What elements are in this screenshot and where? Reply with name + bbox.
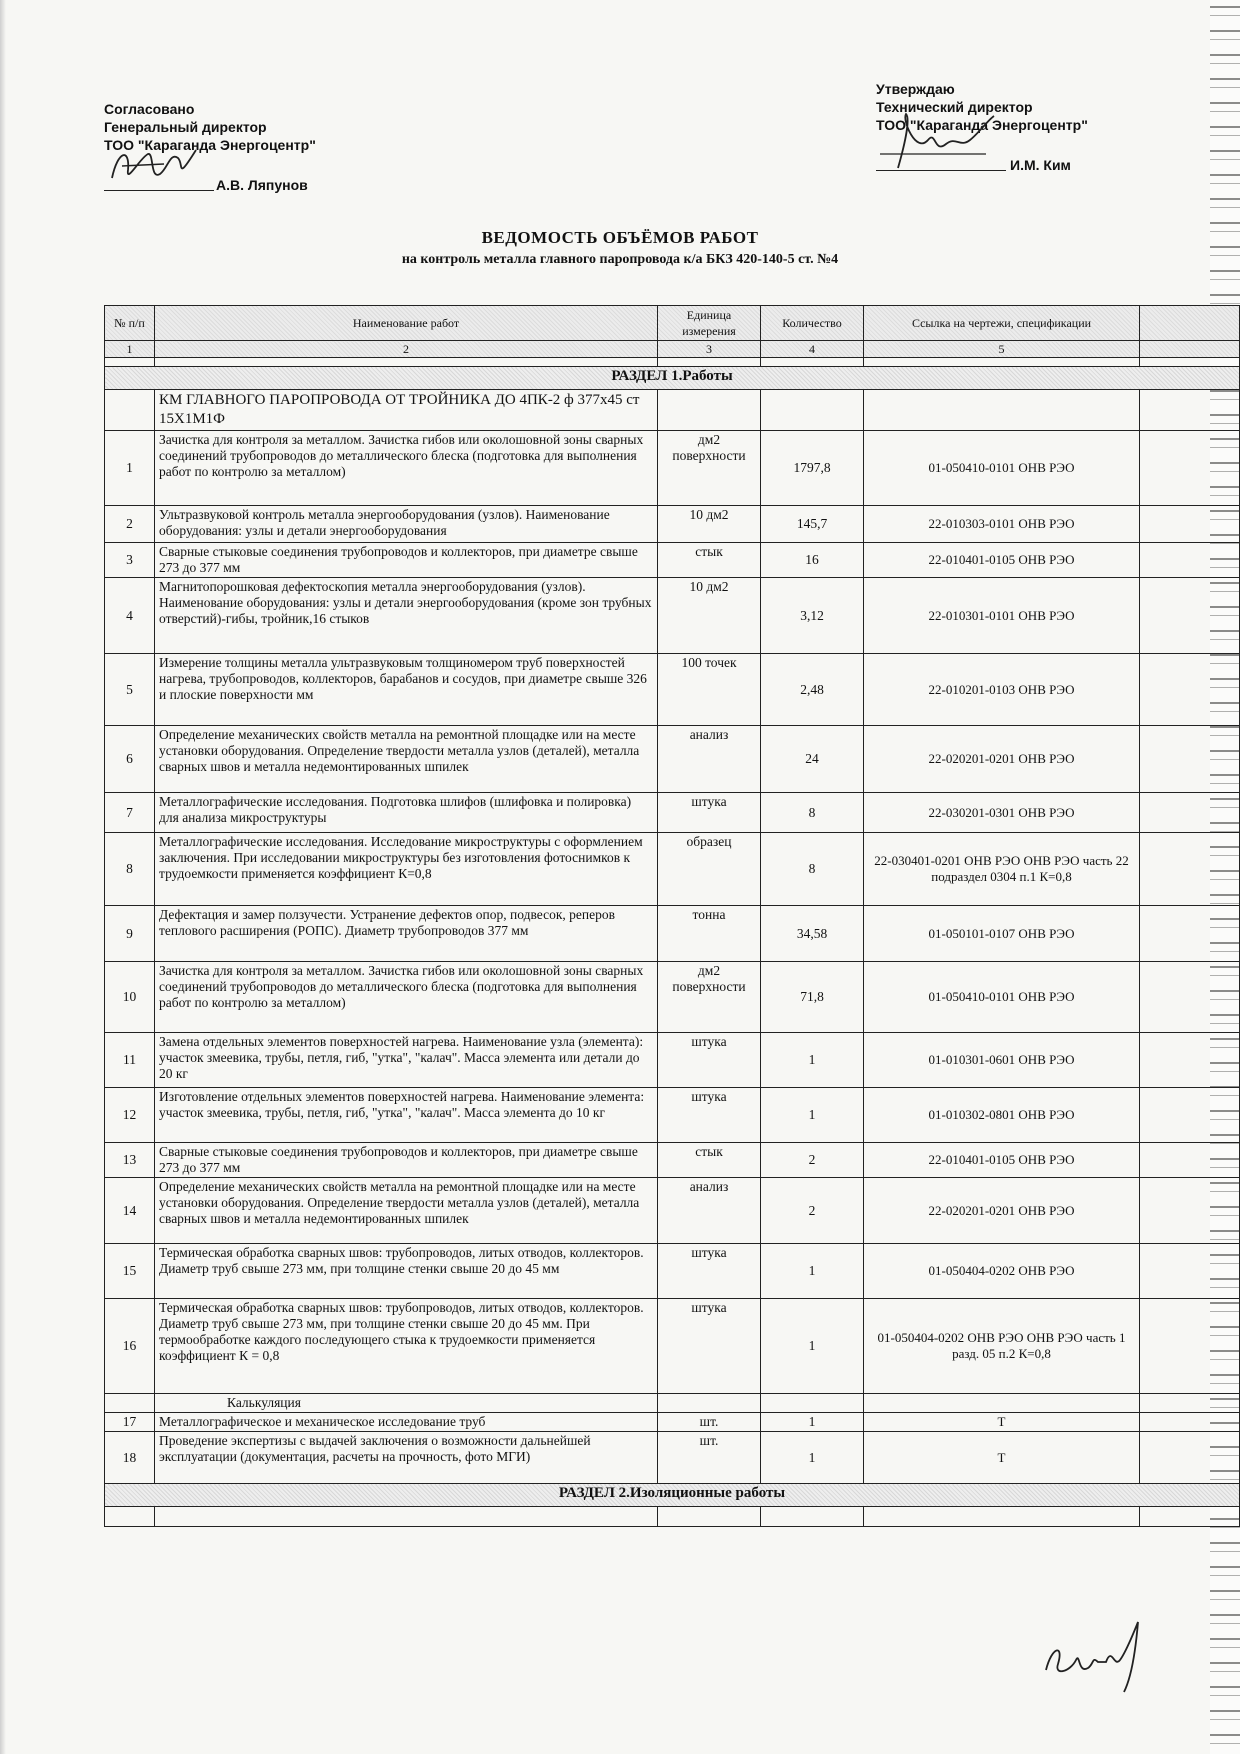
row-number: 17 bbox=[105, 1413, 155, 1432]
blank-cell bbox=[761, 1507, 864, 1527]
row-reference: 22-010401-0105 ОНВ РЭО bbox=[864, 1143, 1140, 1178]
table-row bbox=[105, 906, 1240, 962]
column-number: 5 bbox=[864, 341, 1140, 358]
row-quantity: 16 bbox=[761, 543, 864, 578]
header-extra bbox=[1140, 306, 1240, 341]
row-work-name: Сварные стыковые соединения трубопроводов и коллекторов, при диаметре свыше 273 до 377 мм bbox=[155, 1143, 658, 1178]
approver-position: Генеральный директор bbox=[104, 119, 267, 135]
row-reference: 22-010301-0101 ОНВ РЭО bbox=[864, 578, 1140, 654]
row-quantity: 71,8 bbox=[761, 962, 864, 1033]
row-number: 2 bbox=[105, 506, 155, 543]
table-row bbox=[105, 1413, 1240, 1432]
row-work-name: Ультразвуковой контроль металла энергооборудования (узлов). Наименование оборудования: узлы и детали энергооборудования bbox=[155, 506, 658, 543]
approver-company: ТОО "Караганда Энергоцентр" bbox=[104, 137, 316, 153]
row-unit: 10 дм2 bbox=[658, 578, 761, 654]
row-number: 12 bbox=[105, 1088, 155, 1143]
row-extra bbox=[1140, 1088, 1240, 1143]
row-number: 11 bbox=[105, 1033, 155, 1088]
approver-name: И.М. Ким bbox=[1010, 157, 1071, 173]
section-heading-row bbox=[105, 367, 1240, 390]
row-extra bbox=[1140, 1413, 1240, 1432]
calc-label-row bbox=[105, 1394, 1240, 1413]
row-quantity: 2 bbox=[761, 1143, 864, 1178]
bottom-signature-icon bbox=[1040, 1616, 1150, 1696]
row-work-name: Проведение экспертизы с выдачей заключения о возможности дальнейшей эксплуатации (документация, расчеты на прочность, фото МГИ) bbox=[155, 1432, 658, 1484]
row-unit: штука bbox=[658, 793, 761, 833]
column-numbers-row bbox=[105, 341, 1240, 358]
row-work-name: Зачистка для контроля за металлом. Зачистка гибов или околошовной зоны сварных соединений трубопроводов до металлического блеска (подготовка для выполнения работ по контролю за металлом) bbox=[155, 962, 658, 1033]
row-unit: 100 точек bbox=[658, 654, 761, 726]
blank-cell bbox=[105, 1507, 155, 1527]
header-ref: Ссылка на чертежи, спецификации bbox=[864, 306, 1140, 341]
table-row bbox=[105, 726, 1240, 793]
row-number: 18 bbox=[105, 1432, 155, 1484]
row-quantity: 1 bbox=[761, 1033, 864, 1088]
row-unit: анализ bbox=[658, 726, 761, 793]
row-number: 5 bbox=[105, 654, 155, 726]
row-work-name: Металлографическое и механическое исследование труб bbox=[155, 1413, 658, 1432]
row-work-name: Магнитопорошковая дефектоскопия металла энергооборудования (узлов). Наименование оборудования: узлы и детали энергооборудования (кроме зон трубных отверстий)-гибы, тройник,16 стыков bbox=[155, 578, 658, 654]
table-row bbox=[105, 1299, 1240, 1394]
row-work-name: Измерение толщины металла ультразвуковым толщиномером труб поверхностей нагрева, трубопроводов, коллекторов, барабанов и сосудов, при диаметре свыше 326 и плоские поверхности мм bbox=[155, 654, 658, 726]
header-name: Наименование работ bbox=[155, 306, 658, 341]
row-reference: 01-050410-0101 ОНВ РЭО bbox=[864, 431, 1140, 506]
row-extra bbox=[1140, 1299, 1240, 1394]
column-number: 1 bbox=[105, 341, 155, 358]
row-unit: дм2 поверхности bbox=[658, 431, 761, 506]
row-quantity: 3,12 bbox=[761, 578, 864, 654]
row-unit: стык bbox=[658, 543, 761, 578]
approver-name: А.В. Ляпунов bbox=[216, 177, 308, 193]
row-work-name: Металлографические исследования. Подготовка шлифов (шлифовка и полировка) для анализа микроструктуры bbox=[155, 793, 658, 833]
table-header-row bbox=[105, 306, 1240, 341]
table-row bbox=[105, 1088, 1240, 1143]
row-unit: стык bbox=[658, 1143, 761, 1178]
header-unit: Единица измерения bbox=[658, 306, 761, 341]
row-work-name: Термическая обработка сварных швов: трубопроводов, литых отводов, коллекторов. Диаметр труб свыше 273 мм, при толщине стенки свыше 20 до 45 мм bbox=[155, 1244, 658, 1299]
table-row bbox=[105, 793, 1240, 833]
row-unit: анализ bbox=[658, 1178, 761, 1244]
works-table bbox=[104, 305, 1240, 1527]
table-row bbox=[105, 431, 1240, 506]
table-row bbox=[105, 654, 1240, 726]
row-unit: штука bbox=[658, 1244, 761, 1299]
row-quantity: 1 bbox=[761, 1244, 864, 1299]
row-reference: 01-010301-0601 ОНВ РЭО bbox=[864, 1033, 1140, 1088]
section-1-heading: РАЗДЕЛ 1.Работы bbox=[105, 367, 1240, 390]
row-unit: штука bbox=[658, 1088, 761, 1143]
section-2-heading: РАЗДЕЛ 2.Изоляционные работы bbox=[105, 1484, 1240, 1507]
row-reference: 01-050404-0202 ОНВ РЭО bbox=[864, 1244, 1140, 1299]
row-quantity: 2 bbox=[761, 1178, 864, 1244]
row-unit: 10 дм2 bbox=[658, 506, 761, 543]
approval-label: Согласовано bbox=[104, 101, 195, 117]
approval-label: Утверждаю bbox=[876, 81, 955, 97]
row-extra bbox=[1140, 726, 1240, 793]
row-extra bbox=[1140, 1143, 1240, 1178]
row-number bbox=[105, 1394, 155, 1413]
row-quantity: 34,58 bbox=[761, 906, 864, 962]
row-number: 10 bbox=[105, 962, 155, 1033]
row-quantity: 1797,8 bbox=[761, 431, 864, 506]
calc-label: Калькуляция bbox=[155, 1394, 658, 1413]
row-reference: 22-010201-0103 ОНВ РЭО bbox=[864, 654, 1140, 726]
row-work-name: Зачистка для контроля за металлом. Зачистка гибов или околошовной зоны сварных соединений трубопроводов до металлического блеска (подготовка для выполнения работ по контролю за металлом) bbox=[155, 431, 658, 506]
table-row bbox=[105, 962, 1240, 1033]
row-reference: 01-050101-0107 ОНВ РЭО bbox=[864, 906, 1140, 962]
row-extra bbox=[1140, 1244, 1240, 1299]
row-extra bbox=[1140, 1394, 1240, 1413]
table-row bbox=[105, 1143, 1240, 1178]
column-number: 3 bbox=[658, 341, 761, 358]
row-reference: 01-050404-0202 ОНВ РЭО ОНВ РЭО часть 1 разд. 05 п.2 К=0,8 bbox=[864, 1299, 1140, 1394]
row-extra bbox=[1140, 1432, 1240, 1484]
row-number: 6 bbox=[105, 726, 155, 793]
blank-cell bbox=[1140, 1507, 1240, 1527]
table-row bbox=[105, 1033, 1240, 1088]
row-number: 13 bbox=[105, 1143, 155, 1178]
row-work-name: Дефектация и замер ползучести. Устранение дефектов опор, подвесок, реперов теплового расширения (РОПС). Диаметр трубопроводов 377 мм bbox=[155, 906, 658, 962]
row-number: 1 bbox=[105, 431, 155, 506]
table-row bbox=[105, 578, 1240, 654]
row-unit: шт. bbox=[658, 1413, 761, 1432]
row-extra bbox=[1140, 906, 1240, 962]
row-quantity: 1 bbox=[761, 1088, 864, 1143]
row-reference: Т bbox=[864, 1432, 1140, 1484]
table-row bbox=[105, 506, 1240, 543]
row-quantity: 1 bbox=[761, 1432, 864, 1484]
row-reference: 22-010401-0105 ОНВ РЭО bbox=[864, 543, 1140, 578]
row-reference: 22-020201-0201 ОНВ РЭО bbox=[864, 1178, 1140, 1244]
row-number: 15 bbox=[105, 1244, 155, 1299]
column-number bbox=[1140, 341, 1240, 358]
row-quantity: 145,7 bbox=[761, 506, 864, 543]
row-reference: 22-030201-0301 ОНВ РЭО bbox=[864, 793, 1140, 833]
row-reference: 01-050410-0101 ОНВ РЭО bbox=[864, 962, 1140, 1033]
document-subtitle: на контроль металла главного паропровода к/а БКЗ 420-140-5 ст. №4 bbox=[401, 252, 839, 267]
column-number: 4 bbox=[761, 341, 864, 358]
approval-block-left bbox=[104, 100, 404, 191]
row-number: 4 bbox=[105, 578, 155, 654]
signature-line bbox=[104, 154, 308, 193]
row-extra bbox=[1140, 1178, 1240, 1244]
approver-company: ТОО "Караганда Энергоцентр" bbox=[876, 117, 1088, 133]
row-extra bbox=[1140, 1033, 1240, 1088]
row-extra bbox=[1140, 506, 1240, 543]
row-quantity: 8 bbox=[761, 833, 864, 906]
row-extra bbox=[1140, 962, 1240, 1033]
row-number: 14 bbox=[105, 1178, 155, 1244]
row-work-name: Замена отдельных элементов поверхностей нагрева. Наименование узла (элемента): участок змеевика, трубы, петля, гиб, "утка", "калач". Масса элемента или детали до 20 кг bbox=[155, 1033, 658, 1088]
row-quantity: 24 bbox=[761, 726, 864, 793]
row-quantity bbox=[761, 1394, 864, 1413]
row-number: 9 bbox=[105, 906, 155, 962]
header-no: № п/п bbox=[105, 306, 155, 341]
row-work-name: Сварные стыковые соединения трубопроводов и коллекторов, при диаметре свыше 273 до 377 мм bbox=[155, 543, 658, 578]
table-row bbox=[105, 833, 1240, 906]
table-row bbox=[105, 543, 1240, 578]
group-heading-row bbox=[105, 390, 1240, 431]
section-heading-row bbox=[105, 1484, 1240, 1507]
row-number: 8 bbox=[105, 833, 155, 906]
row-quantity: 8 bbox=[761, 793, 864, 833]
row-extra bbox=[1140, 654, 1240, 726]
row-unit: образец bbox=[658, 833, 761, 906]
row-number: 7 bbox=[105, 793, 155, 833]
signature-line bbox=[876, 134, 1071, 173]
table-row bbox=[105, 1432, 1240, 1484]
row-work-name: Изготовление отдельных элементов поверхностей нагрева. Наименование элемента: участок змеевика, трубы, петля, гиб, "утка", "калач". Масса элемента до 10 кг bbox=[155, 1088, 658, 1143]
row-number: 3 bbox=[105, 543, 155, 578]
signature-icon bbox=[876, 110, 1006, 170]
blank-row bbox=[105, 1507, 1240, 1527]
row-reference bbox=[864, 1394, 1140, 1413]
header-qty: Количество bbox=[761, 306, 864, 341]
row-extra bbox=[1140, 578, 1240, 654]
document-title: ВЕДОМОСТЬ ОБЪЁМОВ РАБОТ bbox=[481, 228, 759, 247]
row-extra bbox=[1140, 431, 1240, 506]
row-quantity: 2,48 bbox=[761, 654, 864, 726]
row-quantity: 1 bbox=[761, 1413, 864, 1432]
blank-cell bbox=[155, 1507, 658, 1527]
row-number: 16 bbox=[105, 1299, 155, 1394]
row-unit bbox=[658, 1394, 761, 1413]
signature-icon bbox=[104, 144, 204, 190]
column-number: 2 bbox=[155, 341, 658, 358]
row-unit: шт. bbox=[658, 1432, 761, 1484]
approval-block-right bbox=[876, 80, 1176, 171]
row-unit: штука bbox=[658, 1299, 761, 1394]
table-row bbox=[105, 1178, 1240, 1244]
row-reference: 22-010303-0101 ОНВ РЭО bbox=[864, 506, 1140, 543]
approver-position: Технический директор bbox=[876, 99, 1033, 115]
row-extra bbox=[1140, 833, 1240, 906]
blank-row bbox=[105, 358, 1240, 367]
row-unit: штука bbox=[658, 1033, 761, 1088]
row-reference: 22-030401-0201 ОНВ РЭО ОНВ РЭО часть 22 подраздел 0304 п.1 К=0,8 bbox=[864, 833, 1140, 906]
blank-cell bbox=[864, 1507, 1140, 1527]
row-work-name: Определение механических свойств металла на ремонтной площадке или на месте установки оборудования. Определение твердости металла узлов (деталей), металла сварных швов и металла недемонтированных шпилек bbox=[155, 726, 658, 793]
table-row bbox=[105, 1244, 1240, 1299]
row-reference: 22-020201-0201 ОНВ РЭО bbox=[864, 726, 1140, 793]
row-unit: дм2 поверхности bbox=[658, 962, 761, 1033]
row-quantity: 1 bbox=[761, 1299, 864, 1394]
row-work-name: Металлографические исследования. Исследование микроструктуры с оформлением заключения. При исследовании микроструктуры без изготовления фотоснимков к трудоемкости применяется коэффициент К=0,8 bbox=[155, 833, 658, 906]
row-unit: тонна bbox=[658, 906, 761, 962]
row-extra bbox=[1140, 543, 1240, 578]
group-heading: КМ ГЛАВНОГО ПАРОПРОВОДА ОТ ТРОЙНИКА ДО 4ПК-2 ф 377х45 ст 15Х1М1Ф bbox=[155, 390, 658, 431]
blank-cell bbox=[658, 1507, 761, 1527]
row-work-name: Определение механических свойств металла на ремонтной площадке или на месте установки оборудования. Определение твердости металла узлов (деталей), металла сварных швов и металла недемонтированных шпилек bbox=[155, 1178, 658, 1244]
row-reference: Т bbox=[864, 1413, 1140, 1432]
row-reference: 01-010302-0801 ОНВ РЭО bbox=[864, 1088, 1140, 1143]
row-work-name: Термическая обработка сварных швов: трубопроводов, литых отводов, коллекторов. Диаметр труб свыше 273 мм, при толщине стенки свыше 20 до 45 мм. При термообработке каждого последующего стыка к трудоемкости применяется коэффициент К = 0,8 bbox=[155, 1299, 658, 1394]
row-extra bbox=[1140, 793, 1240, 833]
